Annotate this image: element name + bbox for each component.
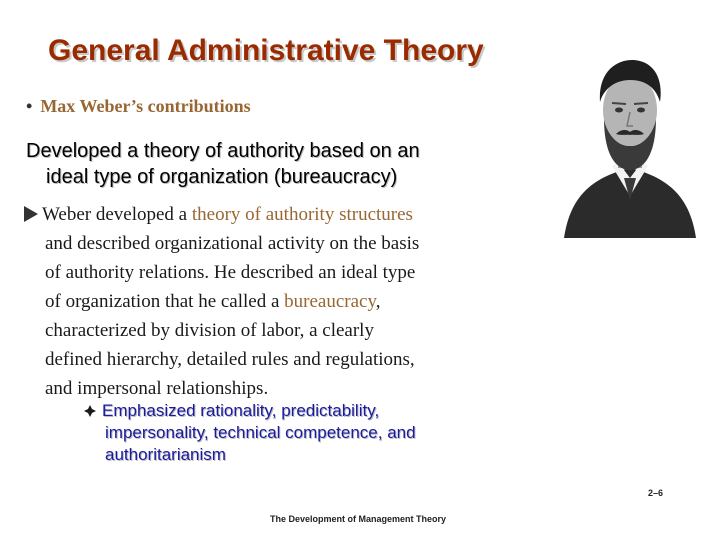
bullet-dot-icon: • (26, 96, 33, 116)
sub-line-3: authoritarianism (105, 445, 226, 464)
sub-bullet (84, 400, 504, 466)
weber-paragraph (24, 200, 524, 403)
para-text: , (375, 291, 381, 312)
page-number: 2–6 (648, 488, 664, 498)
para-text: of organization that he called a (45, 291, 285, 312)
para-line-3: of authority relations. He described an ideal type (45, 262, 416, 283)
bullet-text: Max Weber’s contributions (40, 96, 251, 116)
footer-text: The Development of Management Theory (270, 514, 447, 524)
sub-line-2: impersonality, technical competence, and (105, 423, 416, 442)
para-text: Weber developed a (42, 204, 192, 225)
para-line-5: characterized by division of labor, a clearly (45, 320, 374, 341)
sub-line-1 (84, 400, 504, 422)
bullet-max-weber (26, 96, 251, 117)
diamond-bullet-icon (84, 405, 96, 417)
para-line-4 (24, 287, 524, 316)
para-highlight: theory of authority structures (191, 204, 413, 225)
portrait-photo (560, 28, 700, 238)
slide-title: General Administrative Theory (48, 34, 484, 67)
para-line-7: and impersonal relationships. (45, 378, 269, 399)
para-highlight: bureaucracy (284, 291, 376, 312)
sub-text: Emphasized rationality, predictability, (102, 401, 380, 420)
heading-line-2: ideal type of organization (bureaucracy) (46, 166, 398, 188)
theory-heading (26, 138, 526, 190)
arrow-bullet-icon (24, 206, 38, 222)
para-line-2: and described organizational activity on the basis (45, 233, 420, 254)
para-line-6: defined hierarchy, detailed rules and regulations, (45, 349, 415, 370)
para-line-1 (24, 200, 524, 229)
heading-line-1: Developed a theory of authority based on an (26, 140, 420, 162)
